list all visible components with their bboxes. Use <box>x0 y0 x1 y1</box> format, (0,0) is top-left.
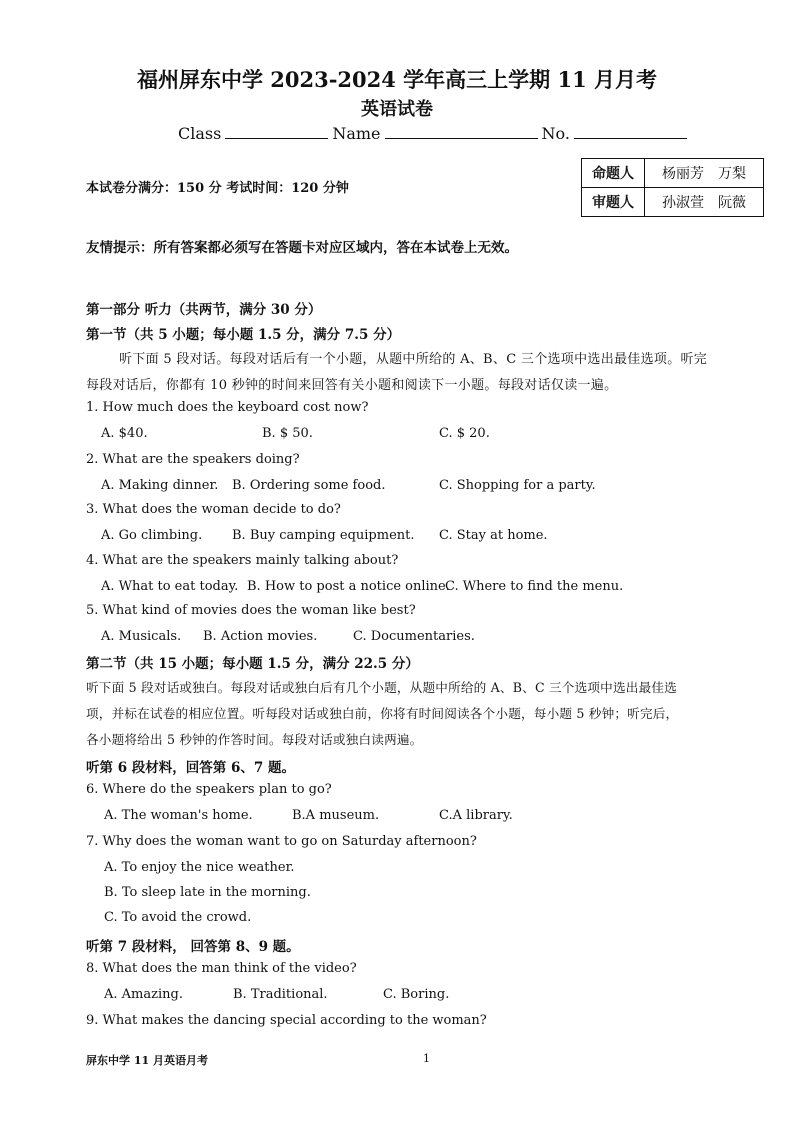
q2-option-b: B. Ordering some food. <box>232 478 386 493</box>
q5-option-a: A. Musicals. <box>101 629 182 644</box>
number-label: No. <box>541 124 570 143</box>
name-blank[interactable] <box>385 138 538 139</box>
q4-option-c: C. Where to find the menu. <box>445 579 624 594</box>
q4-option-b: B. How to post a notice online. <box>247 579 450 594</box>
author-row <box>582 159 764 188</box>
question-5: 5. What kind of movies does the woman like best? <box>86 603 416 618</box>
q5-option-b: B. Action movies. <box>203 629 318 644</box>
question-2: 2. What are the speakers doing? <box>86 452 300 467</box>
q7-option-a: A. To enjoy the nice weather. <box>104 860 295 875</box>
section1-instructions-line2: 每段对话后，你都有 10 秒钟的时间来回答有关小题和阅读下一小题。每段对话仅读一遍。 <box>86 378 618 393</box>
friendly-tip: 友情提示：所有答案都必须写在答题卡对应区域内，答在本试卷上无效。 <box>86 240 518 256</box>
page-number: 1 <box>423 1052 430 1065</box>
section1-heading: 第一节（共 5 小题；每小题 1.5 分，满分 7.5 分） <box>86 327 401 343</box>
section1-instructions-line1: 听下面 5 段对话。每段对话后有一个小题，从题中所给的 A、B、C 三个选项中选出最佳选项。听完 <box>119 352 708 367</box>
q3-option-b: B. Buy camping equipment. <box>232 528 415 543</box>
section2-instructions-line1: 听下面 5 段对话或独白。每段对话或独白后有几个小题，从题中所给的 A、B、C 三个选项中选出最佳选 <box>86 680 677 695</box>
q4-option-a: A. What to eat today. <box>101 579 239 594</box>
material-7-heading: 听第 7 段材料， 回答第 8、9 题。 <box>86 939 300 955</box>
question-7: 7. Why does the woman want to go on Saturday afternoon? <box>86 834 477 849</box>
part1-heading: 第一部分 听力（共两节，满分 30 分） <box>86 302 322 318</box>
q8-option-b: B. Traditional. <box>233 987 328 1002</box>
q5-option-c: C. Documentaries. <box>353 629 475 644</box>
q2-option-a: A. Making dinner. <box>101 478 219 493</box>
question-4: 4. What are the speakers mainly talking about? <box>86 553 399 568</box>
author-label: 命题人 <box>582 159 645 188</box>
question-6: 6. Where do the speakers plan to go? <box>86 782 332 797</box>
q8-option-c: C. Boring. <box>383 987 450 1002</box>
footer-label: 屏东中学 11 月英语月考 <box>86 1054 208 1067</box>
q3-option-c: C. Stay at home. <box>439 528 548 543</box>
student-info-line <box>178 124 687 143</box>
q7-option-b: B. To sleep late in the morning. <box>104 885 311 900</box>
exam-subtitle: 英语试卷 <box>361 99 433 120</box>
q1-option-c: C. $ 20. <box>439 426 490 441</box>
question-9: 9. What makes the dancing special according to the woman? <box>86 1013 487 1028</box>
q6-option-b: B.A museum. <box>292 808 380 823</box>
question-8: 8. What does the man think of the video? <box>86 961 357 976</box>
reviewer-value: 孙淑萱 阮薇 <box>645 188 764 217</box>
q7-option-c: C. To avoid the crowd. <box>104 910 252 925</box>
material-6-heading: 听第 6 段材料，回答第 6、7 题。 <box>86 760 295 776</box>
q3-option-a: A. Go climbing. <box>101 528 203 543</box>
q1-option-a: A. $40. <box>101 426 148 441</box>
section2-heading: 第二节（共 15 小题；每小题 1.5 分，满分 22.5 分） <box>86 656 419 672</box>
q2-option-c: C. Shopping for a party. <box>439 478 596 493</box>
exam-title: 福州屏东中学 2023-2024 学年高三上学期 11 月月考 <box>136 67 658 92</box>
q6-option-c: C.A library. <box>439 808 513 823</box>
number-blank[interactable] <box>574 138 687 139</box>
question-1: 1. How much does the keyboard cost now? <box>86 400 369 415</box>
section2-instructions-line2: 项，并标在试卷的相应位置。听每段对话或独白前，你将有时间阅读各个小题，每小题 5 秒钟；听完后， <box>86 706 679 721</box>
staff-table <box>581 158 764 217</box>
q8-option-a: A. Amazing. <box>104 987 183 1002</box>
name-label: Name <box>332 124 381 143</box>
class-blank[interactable] <box>225 138 328 139</box>
section2-instructions-line3: 各小题将给出 5 秒钟的作答时间。每段对话或独白读两遍。 <box>86 732 423 747</box>
class-label: Class <box>178 124 222 143</box>
q1-option-b: B. $ 50. <box>262 426 313 441</box>
question-3: 3. What does the woman decide to do? <box>86 502 341 517</box>
score-time-line: 本试卷分满分：150 分 考试时间：120 分钟 <box>86 181 349 196</box>
q6-option-a: A. The woman's home. <box>104 808 253 823</box>
reviewer-row <box>582 188 764 217</box>
author-value: 杨丽芳 万梨 <box>645 159 764 188</box>
reviewer-label: 审题人 <box>582 188 645 217</box>
